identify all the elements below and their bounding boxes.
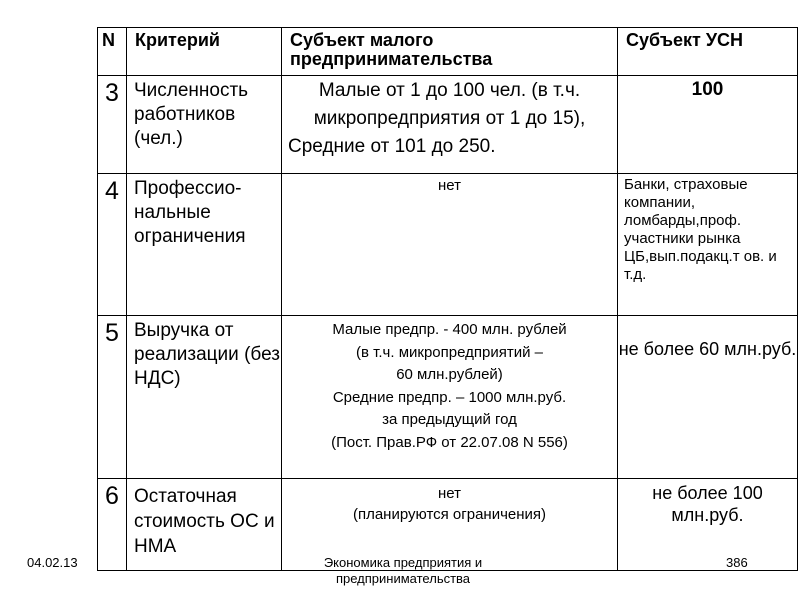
small-business-line: нет (438, 485, 461, 502)
row-criterion: Остаточная стоимость ОС и НМА (127, 479, 282, 571)
small-business-line: Малые от 1 до 100 чел. (в т.ч. (318, 80, 581, 101)
row-small-business (282, 174, 618, 316)
row-criterion: Выручка от реализации (без НДС) (127, 316, 282, 479)
small-business-line: Средние от 101 до 250. (288, 136, 496, 157)
small-business-line: (планируются ограничения) (352, 506, 547, 523)
row-small-business (282, 76, 618, 174)
footer-page-number: 386 (726, 555, 748, 570)
row-number: 6 (98, 479, 127, 571)
small-business-line: (Пост. Прав.РФ от 22.07.08 N 556) (331, 433, 568, 451)
row-usn: не более 60 млн.руб. (618, 316, 798, 479)
header-row (98, 28, 798, 76)
header-criterion: Критерий (127, 28, 282, 76)
row-usn: 100 (618, 76, 798, 174)
table-row (98, 174, 798, 316)
criteria-table (97, 27, 798, 571)
footer-title: Экономика предприятия и предпринимательства (323, 555, 483, 586)
row-usn: не более 100 млн.руб. (618, 479, 798, 571)
small-business-line: за предыдущий год (382, 411, 517, 428)
small-business-line: нет (438, 177, 461, 194)
row-criterion: Численность работников (чел.) (127, 76, 282, 174)
header-usn: Субъект УСН (618, 28, 798, 76)
header-n: N (98, 28, 127, 76)
table-row (98, 76, 798, 174)
small-business-line: микропредприятия от 1 до 15), (313, 108, 586, 129)
footer-date: 04.02.13 (27, 555, 78, 570)
row-number: 5 (98, 316, 127, 479)
small-business-line: Средние предпр. – 1000 млн.руб. (332, 388, 567, 406)
row-small-business (282, 316, 618, 479)
small-business-line: 60 млн.рублей) (396, 366, 503, 383)
row-usn: Банки, страховые компании, ломбарды,проф. участники рынка ЦБ,вып.подакц.т ов. и т.д. (618, 174, 798, 316)
small-business-line: Малые предпр. - 400 млн. рублей (332, 321, 567, 338)
small-business-line: (в т.ч. микропредприятий – (356, 343, 543, 361)
row-criterion: Профессио- нальные ограничения (127, 174, 282, 316)
row-number: 3 (98, 76, 127, 174)
row-number: 4 (98, 174, 127, 316)
header-small-business: Субъект малого предпринимательства (282, 28, 618, 76)
table-row (98, 316, 798, 479)
